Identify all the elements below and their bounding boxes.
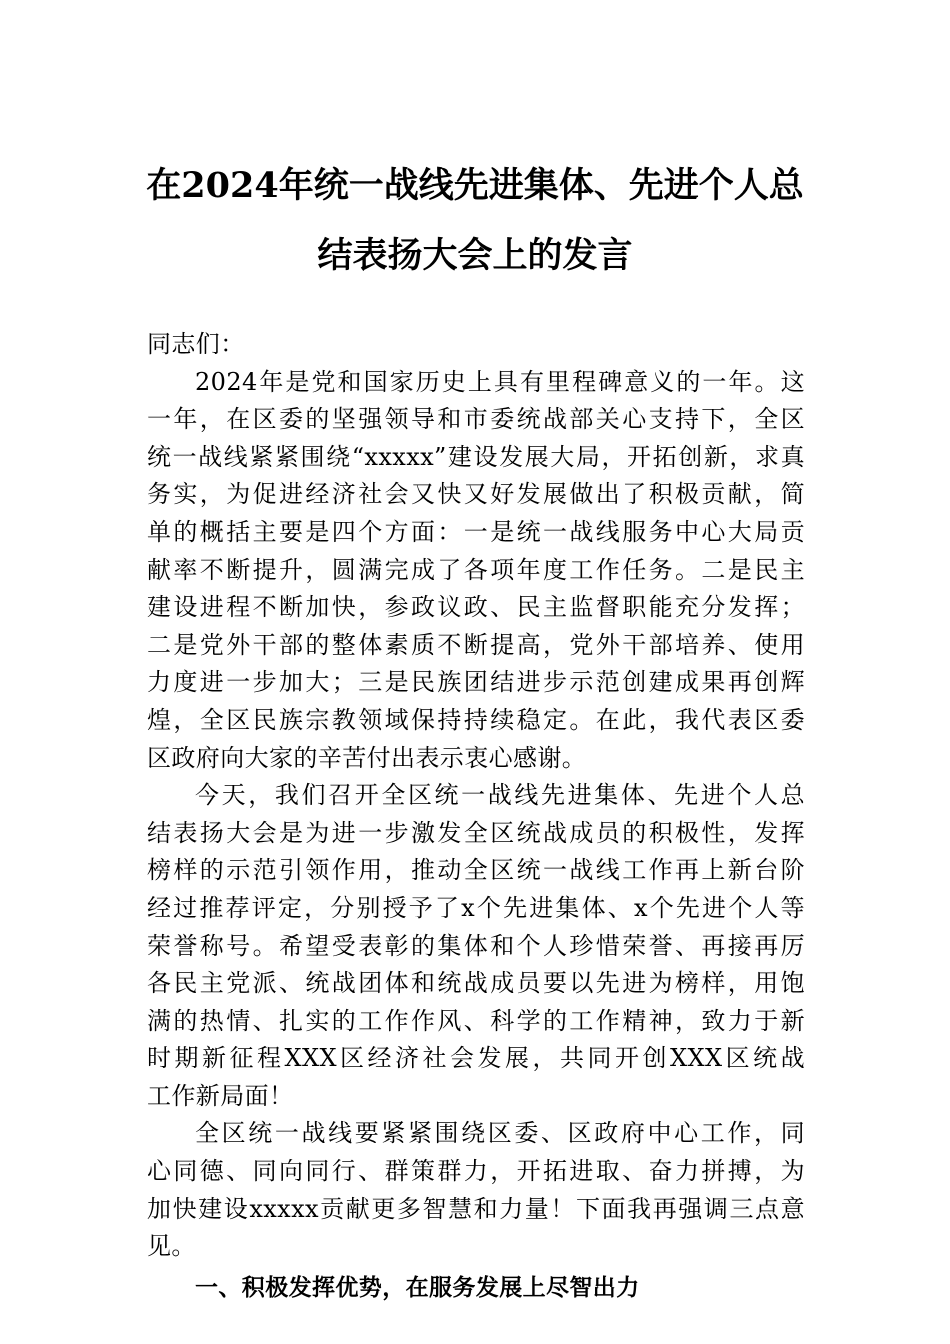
paragraph-line: 各民主党派、统战团体和统战成员要以先进为榜样，用饱	[147, 969, 805, 998]
paragraph-line: 经过推荐评定，分别授予了x个先进集体、x个先进个人等	[147, 893, 805, 922]
paragraph-list	[147, 364, 805, 1266]
paragraph-line: 力度进一步加大；三是民族团结进步示范创建成果再创辉	[147, 668, 805, 697]
greeting: 同志们：	[147, 330, 245, 358]
paragraph-line: 全区统一战线要紧紧围绕区委、区政府中心工作，同	[195, 1119, 805, 1148]
paragraph-line: 煌，全区民族宗教领域保持持续稳定。在此，我代表区委	[147, 705, 805, 734]
section-heading: 一、积极发挥优势，在服务发展上尽智出力	[195, 1274, 640, 1301]
paragraph-line: 单的概括主要是四个方面：一是统一战线服务中心大局贡	[147, 517, 805, 546]
paragraph-line: 时期新征程XXX区经济社会发展，共同开创XXX区统战	[147, 1044, 805, 1073]
paragraph-line: 2024年是党和国家历史上具有里程碑意义的一年。这	[195, 367, 805, 396]
paragraph-line: 榜样的示范引领作用，推动全区统一战线工作再上新台阶	[147, 856, 805, 885]
paragraph-line: 建设进程不断加快，参政议政、民主监督职能充分发挥；	[147, 593, 805, 622]
paragraph-line: 工作新局面！	[147, 1081, 294, 1110]
paragraph-line: 一年，在区委的坚强领导和市委统战部关心支持下，全区	[147, 405, 805, 434]
paragraph-line: 统一战线紧紧围绕“xxxxx”建设发展大局，开拓创新，求真	[147, 442, 805, 471]
document-title-line-1: 在2024年统一战线先进集体、先进个人总	[146, 165, 804, 206]
paragraph	[147, 777, 805, 1115]
paragraph-line: 满的热情、扎实的工作作风、科学的工作精神，致力于新	[147, 1006, 805, 1035]
paragraph	[147, 1115, 805, 1265]
paragraph-line: 区政府向大家的辛苦付出表示衷心感谢。	[147, 743, 587, 772]
paragraph-line: 二是党外干部的整体素质不断提高，党外干部培养、使用	[147, 630, 805, 659]
document-body	[147, 326, 805, 1307]
paragraph	[147, 364, 805, 778]
paragraph-line: 荣誉称号。希望受表彰的集体和个人珍惜荣誉、再接再厉	[147, 931, 805, 960]
paragraph-line: 结表扬大会是为进一步激发全区统战成员的积极性，发挥	[147, 818, 805, 847]
paragraph-line: 务实，为促进经济社会又快又好发展做出了积极贡献，简	[147, 480, 805, 509]
document-title-line-2: 结表扬大会上的发言	[317, 235, 633, 276]
paragraph-line: 加快建设xxxxx贡献更多智慧和力量！下面我再强调三点意	[147, 1194, 805, 1223]
paragraph-line: 今天，我们召开全区统一战线先进集体、先进个人总	[195, 781, 805, 810]
paragraph-line: 献率不断提升，圆满完成了各项年度工作任务。二是民主	[147, 555, 805, 584]
paragraph-line: 见。	[147, 1232, 196, 1261]
paragraph-line: 心同德、同向同行、群策群力，开拓进取、奋力拼搏，为	[147, 1157, 805, 1186]
